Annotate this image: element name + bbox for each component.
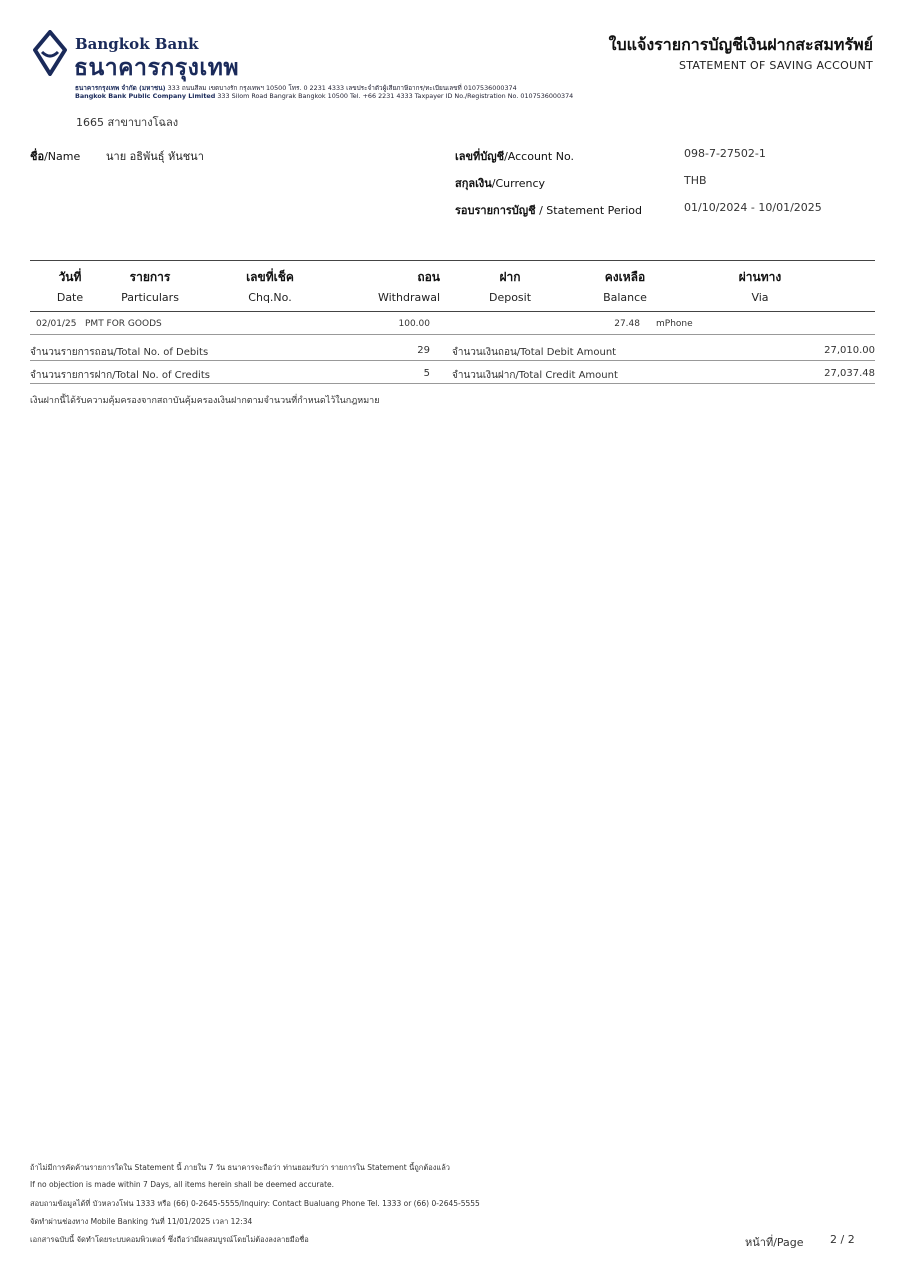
debit-amount: 27,010.00 — [824, 345, 875, 356]
col-withdrawal-th: ถอน — [417, 270, 440, 284]
row-particulars: PMT FOR GOODS — [85, 319, 162, 329]
col-particulars-en: Particulars — [121, 291, 179, 304]
row-withdrawal: 100.00 — [398, 319, 430, 329]
summary-rule-1 — [30, 360, 875, 361]
footer-line-4: จัดทำผ่านช่องทาง Mobile Banking วันที่ 11/01/2025 เวลา 12:34 — [30, 1217, 253, 1226]
row-rule — [30, 334, 875, 335]
col-balance-en: Balance — [603, 291, 647, 304]
account-no-label: เลขที่บัญชี/Account No. — [455, 150, 574, 163]
account-no-value: 098-7-27502-1 — [684, 147, 766, 160]
branch-name: 1665 สาขาบางโฉลง — [76, 116, 179, 129]
footer-line-1: ถ้าไม่มีการคัดค้านรายการใดใน Statement นี้ ภายใน 7 วัน ธนาคารจะถือว่า ท่านยอมรับว่า รายการใน Statement นี้ถูกต้องแล้ว — [30, 1163, 451, 1172]
col-via-th: ผ่านทาง — [738, 270, 782, 284]
debits-count: 29 — [417, 345, 430, 356]
bank-address-en: Bangkok Bank Public Company Limited 333 Silom Road Bangrak Bangkok 10500 Tel. +66 2231 4333 Taxpayer ID No./Registration No. 0107536000374 — [75, 92, 574, 100]
row-balance: 27.48 — [614, 319, 640, 329]
currency-value: THB — [684, 174, 707, 187]
statement-period-value: 01/10/2024 - 10/01/2025 — [684, 201, 822, 214]
statement-period-label: รอบรายการบัญชี / Statement Period — [455, 204, 642, 217]
col-deposit-en: Deposit — [488, 291, 532, 304]
bank-name-en: Bangkok Bank — [75, 35, 199, 53]
col-date-th: วันที่ — [58, 270, 82, 284]
credit-amount-label: จำนวนเงินฝาก/Total Credit Amount — [452, 370, 618, 381]
page-number: 2 / 2 — [830, 1233, 855, 1246]
statement-title-en: STATEMENT OF SAVING ACCOUNT — [678, 59, 873, 72]
col-chq-en: Chq.No. — [248, 291, 292, 304]
col-date-en: Date — [56, 291, 84, 304]
col-deposit-th: ฝาก — [499, 270, 521, 284]
deposit-protection-note: เงินฝากนี้ได้รับความคุ้มครองจากสถาบันคุ้มครองเงินฝากตามจำนวนที่กำหนดไว้ในกฎหมาย — [30, 396, 380, 406]
col-withdrawal-en: Withdrawal — [377, 291, 440, 304]
bank-name-th: ธนาคารกรุงเทพ — [74, 55, 240, 81]
summary-rule-2 — [30, 383, 875, 384]
bank-address-th: ธนาคารกรุงเทพ จำกัด (มหาชน) 333 ถนนสีลม เขตบางรัก กรุงเทพฯ 10500 โทร. 0 2231 4333 เลขประจำตัวผู้เสียภาษีอากร/ทะเบียนเลขที่ 0107536000374 — [75, 84, 517, 92]
col-balance-th: คงเหลือ — [604, 270, 646, 284]
row-via: mPhone — [656, 319, 693, 329]
customer-name: นาย อธิพันธุ์ หันชนา — [106, 150, 204, 163]
credit-amount: 27,037.48 — [824, 368, 875, 379]
footer-line-5: เอกสารฉบับนี้ จัดทำโดยระบบคอมพิวเตอร์ ซึ่งถือว่ามีผลสมบูรณ์โดยไม่ต้องลงลายมือชื่อ — [30, 1235, 309, 1244]
table-top-rule — [30, 260, 875, 261]
credits-count: 5 — [423, 368, 430, 379]
page-label: หน้าที่/Page — [745, 1236, 804, 1249]
debit-amount-label: จำนวนเงินถอน/Total Debit Amount — [452, 347, 617, 358]
bank-logo-icon — [32, 30, 68, 76]
footer-line-2: If no objection is made within 7 Days, all items herein shall be deemed accurate. — [30, 1180, 335, 1189]
currency-label: สกุลเงิน/Currency — [455, 177, 546, 190]
row-date: 02/01/25 — [36, 319, 77, 329]
credits-count-label: จำนวนรายการฝาก/Total No. of Credits — [30, 370, 210, 381]
footer-line-3: สอบถามข้อมูลได้ที่ บัวหลวงโฟน 1333 หรือ (66) 0-2645-5555/Inquiry: Contact Bualuang Phone Tel. 1333 or (66) 0-2645-5555 — [30, 1199, 480, 1208]
col-chq-th: เลขที่เช็ค — [246, 270, 294, 284]
col-particulars-th: รายการ — [129, 270, 171, 284]
statement-title-th: ใบแจ้งรายการบัญชีเงินฝากสะสมทรัพย์ — [608, 35, 873, 54]
col-via-en: Via — [751, 291, 769, 304]
debits-count-label: จำนวนรายการถอน/Total No. of Debits — [30, 347, 209, 358]
table-header-rule — [30, 311, 875, 312]
name-label: ชื่อ/Name — [30, 150, 81, 163]
